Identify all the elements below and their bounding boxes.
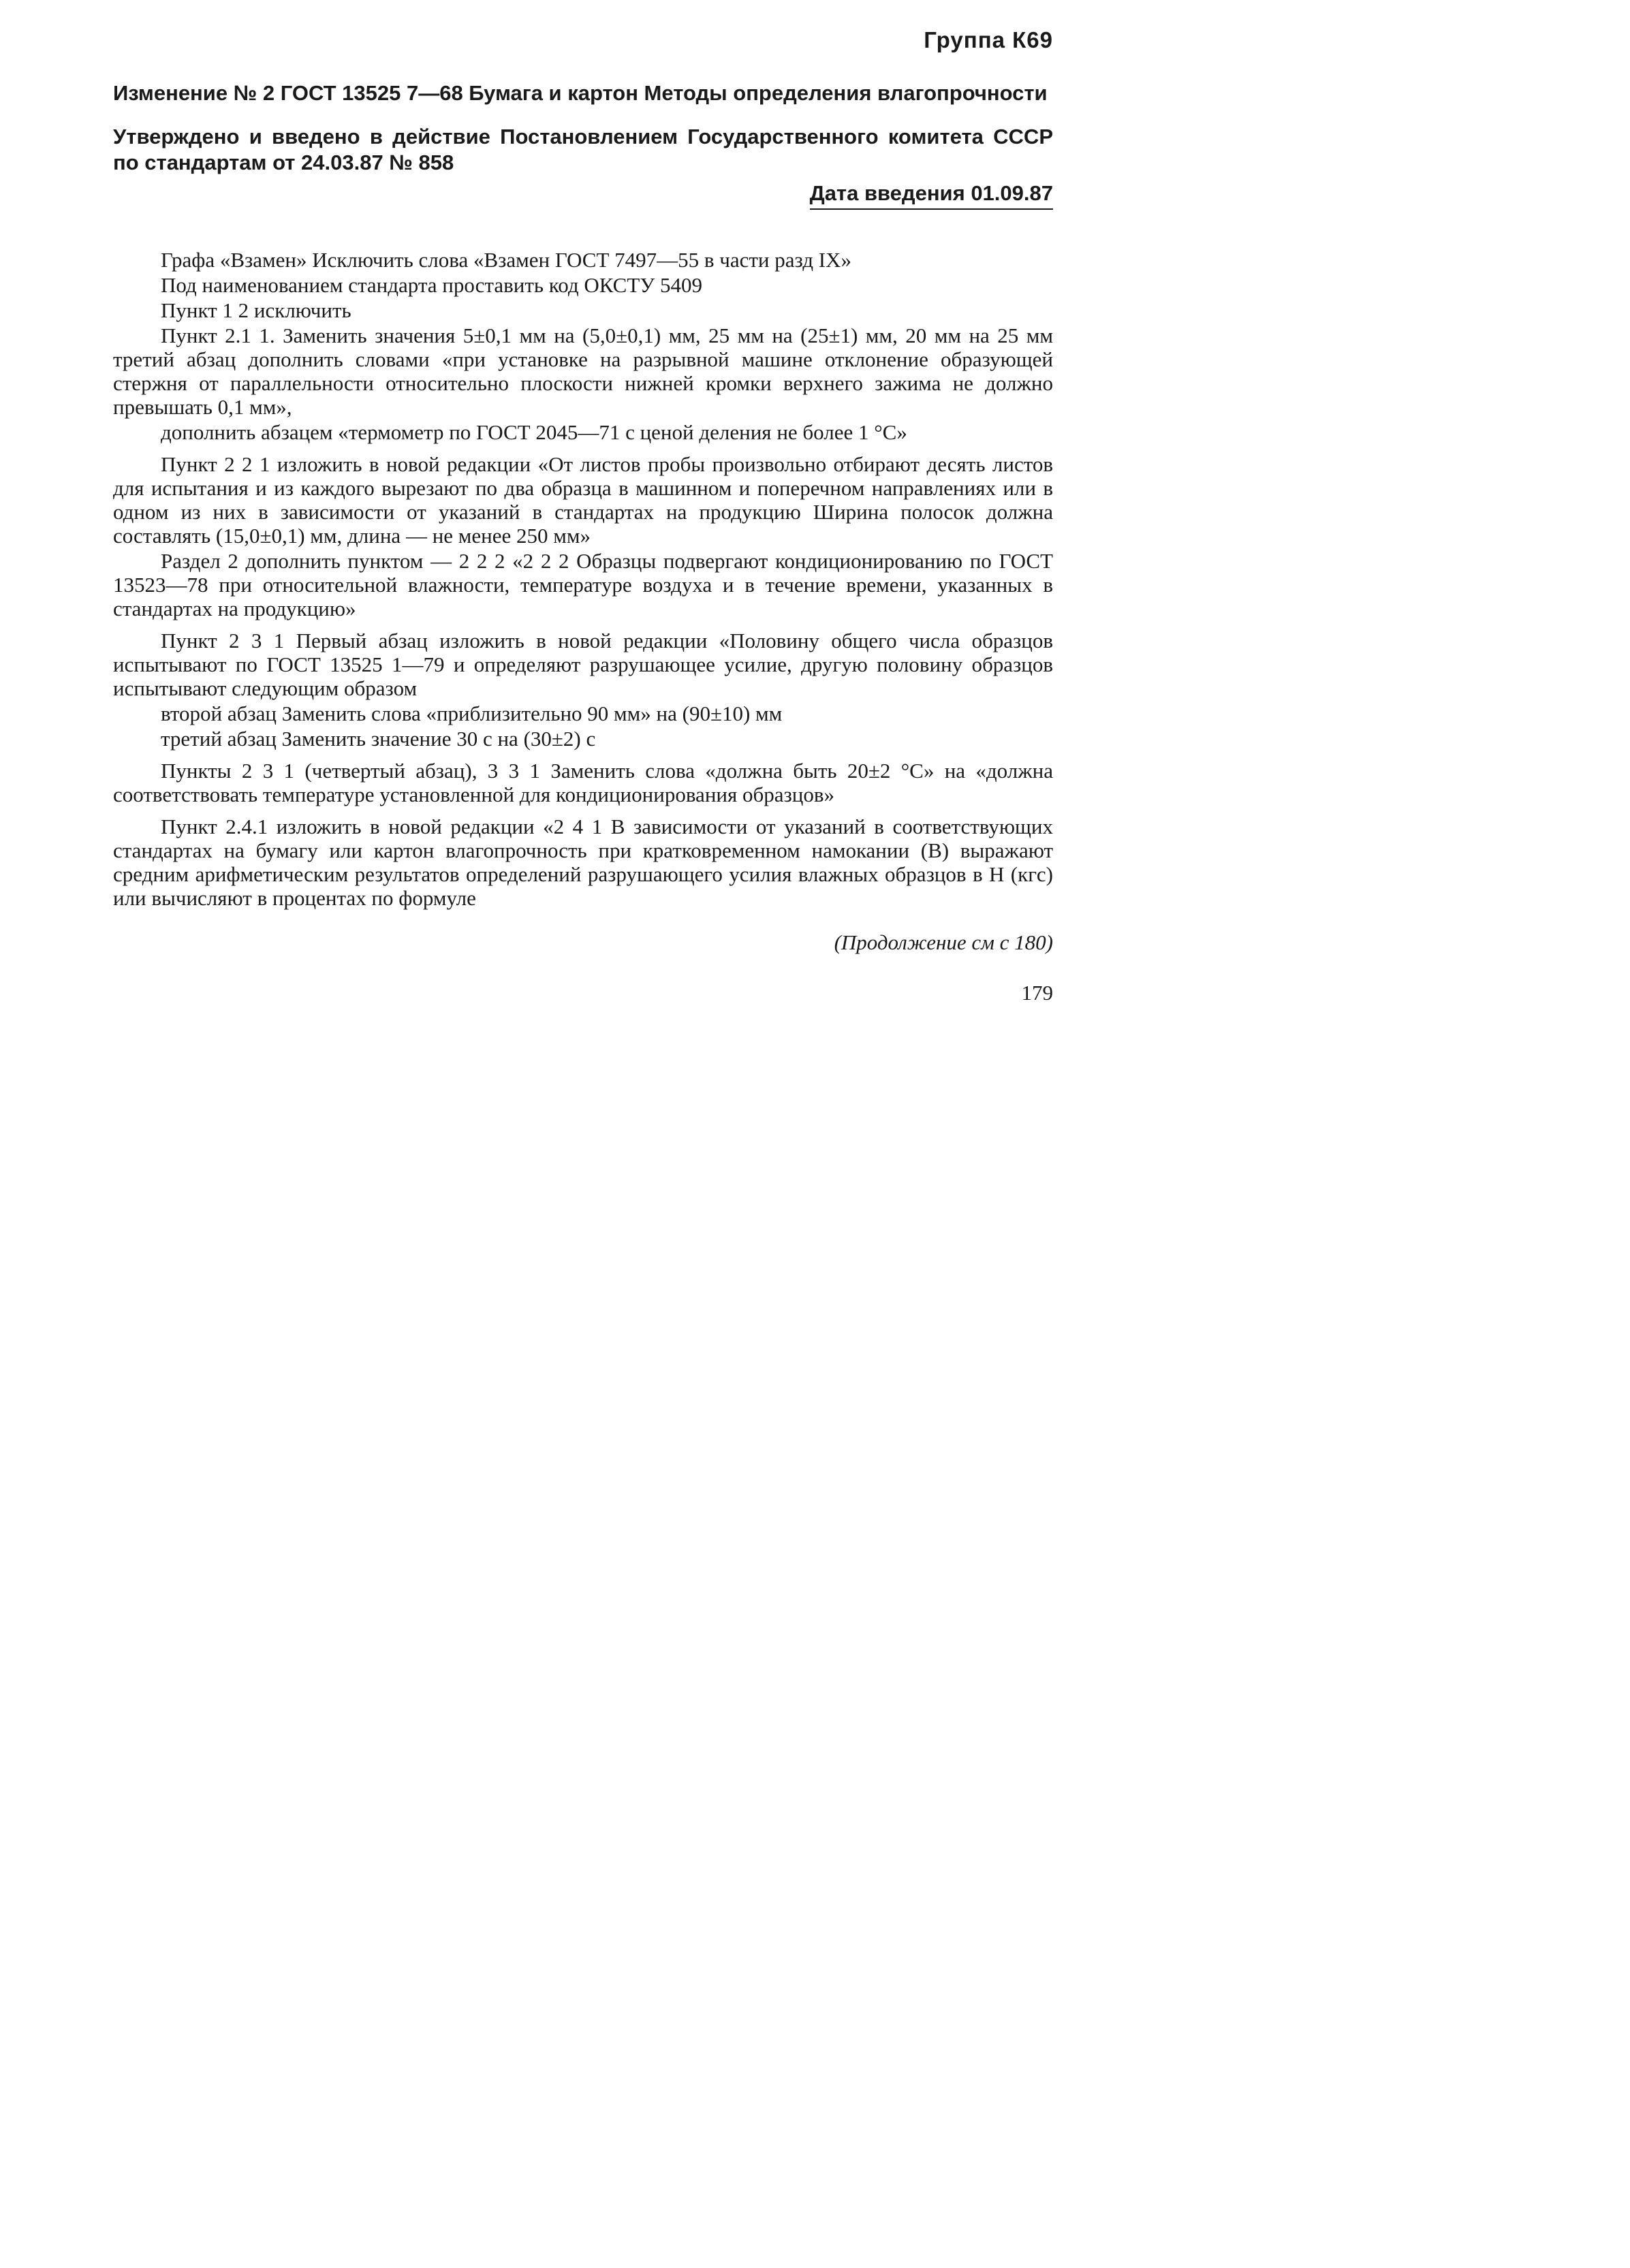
- paragraph: Раздел 2 дополнить пунктом — 2 2 2 «2 2 2 Образцы подвергают кондиционированию по ГОСТ 13523—78 при относительной влажности, температуре воздуха и в течение времени, указанных в стандартах на продукцию»: [113, 549, 1053, 620]
- effective-date-block: [113, 180, 1053, 210]
- page-number: 179: [1021, 981, 1053, 1005]
- paragraph: третий абзац Заменить значение 30 с на (30±2) с: [161, 727, 596, 751]
- paragraph: Пункт 2 2 1 изложить в новой редакции «От листов пробы произвольно отбирают десять листов для испытания и из каждого вырезают по два образца в машинном и поперечном направлениях или в одном из них в зависимости от указаний в стандартах на продукцию Ширина полосок должна составлять (15,0±0,1) мм, длина — не менее 250 мм»: [113, 452, 1053, 548]
- paragraph: Пункт 2.4.1 изложить в новой редакции «2 4 1 В зависимости от указаний в соответствующих стандартах на бумагу или картон влагопрочность при кратковременном намокании (В) выражают средним арифметическим результатов определений разрушающего усилия влажных образцов в Н (кгс) или вычисляют в процентах по формуле: [113, 815, 1053, 910]
- document-body: [113, 248, 1053, 910]
- paragraph: Пункт 1 2 исключить: [161, 298, 351, 322]
- continuation-note: (Продолжение см с 180): [834, 930, 1053, 954]
- paragraph: Пункт 2 3 1 Первый абзац изложить в новой редакции «Половину общего числа образцов испытывают по ГОСТ 13525 1—79 и определяют разрушающее усилие, другую половину образцов испытывают следующим образом: [113, 629, 1053, 700]
- paragraph: второй абзац Заменить слова «приблизительно 90 мм» на (90±10) мм: [161, 702, 783, 725]
- paragraph: Графа «Взамен» Исключить слова «Взамен ГОСТ 7497—55 в части разд IX»: [161, 248, 851, 272]
- paragraph: дополнить абзацем «термометр по ГОСТ 2045—71 с ценой деления не более 1 °С»: [161, 420, 907, 444]
- approval-statement: Утверждено и введено в действие Постановлением Государственного комитета СССР по стандартам от 24.03.87 № 858: [113, 125, 1053, 174]
- paragraph: Пункт 2.1 1. Заменить значения 5±0,1 мм на (5,0±0,1) мм, 25 мм на (25±1) мм, 20 мм на 25 мм третий абзац дополнить словами «при установке на разрывной машине отклонение образующей стержня от параллельности относительно плоскости нижней кромки верхнего зажима не должно превышать 0,1 мм»,: [113, 324, 1053, 419]
- effective-date: Дата введения 01.09.87: [810, 180, 1053, 210]
- paragraph: Под наименованием стандарта проставить код ОКСТУ 5409: [161, 273, 702, 297]
- group-label: Группа К69: [924, 27, 1053, 52]
- document-title: Изменение № 2 ГОСТ 13525 7—68 Бумага и картон Методы определения влагопрочности: [113, 81, 1048, 105]
- paragraph: Пункты 2 3 1 (четвертый абзац), 3 3 1 Заменить слова «должна быть 20±2 °С» на «должна соответствовать температуре установленной для кондиционирования образцов»: [113, 759, 1053, 806]
- document-page: [113, 27, 1053, 1005]
